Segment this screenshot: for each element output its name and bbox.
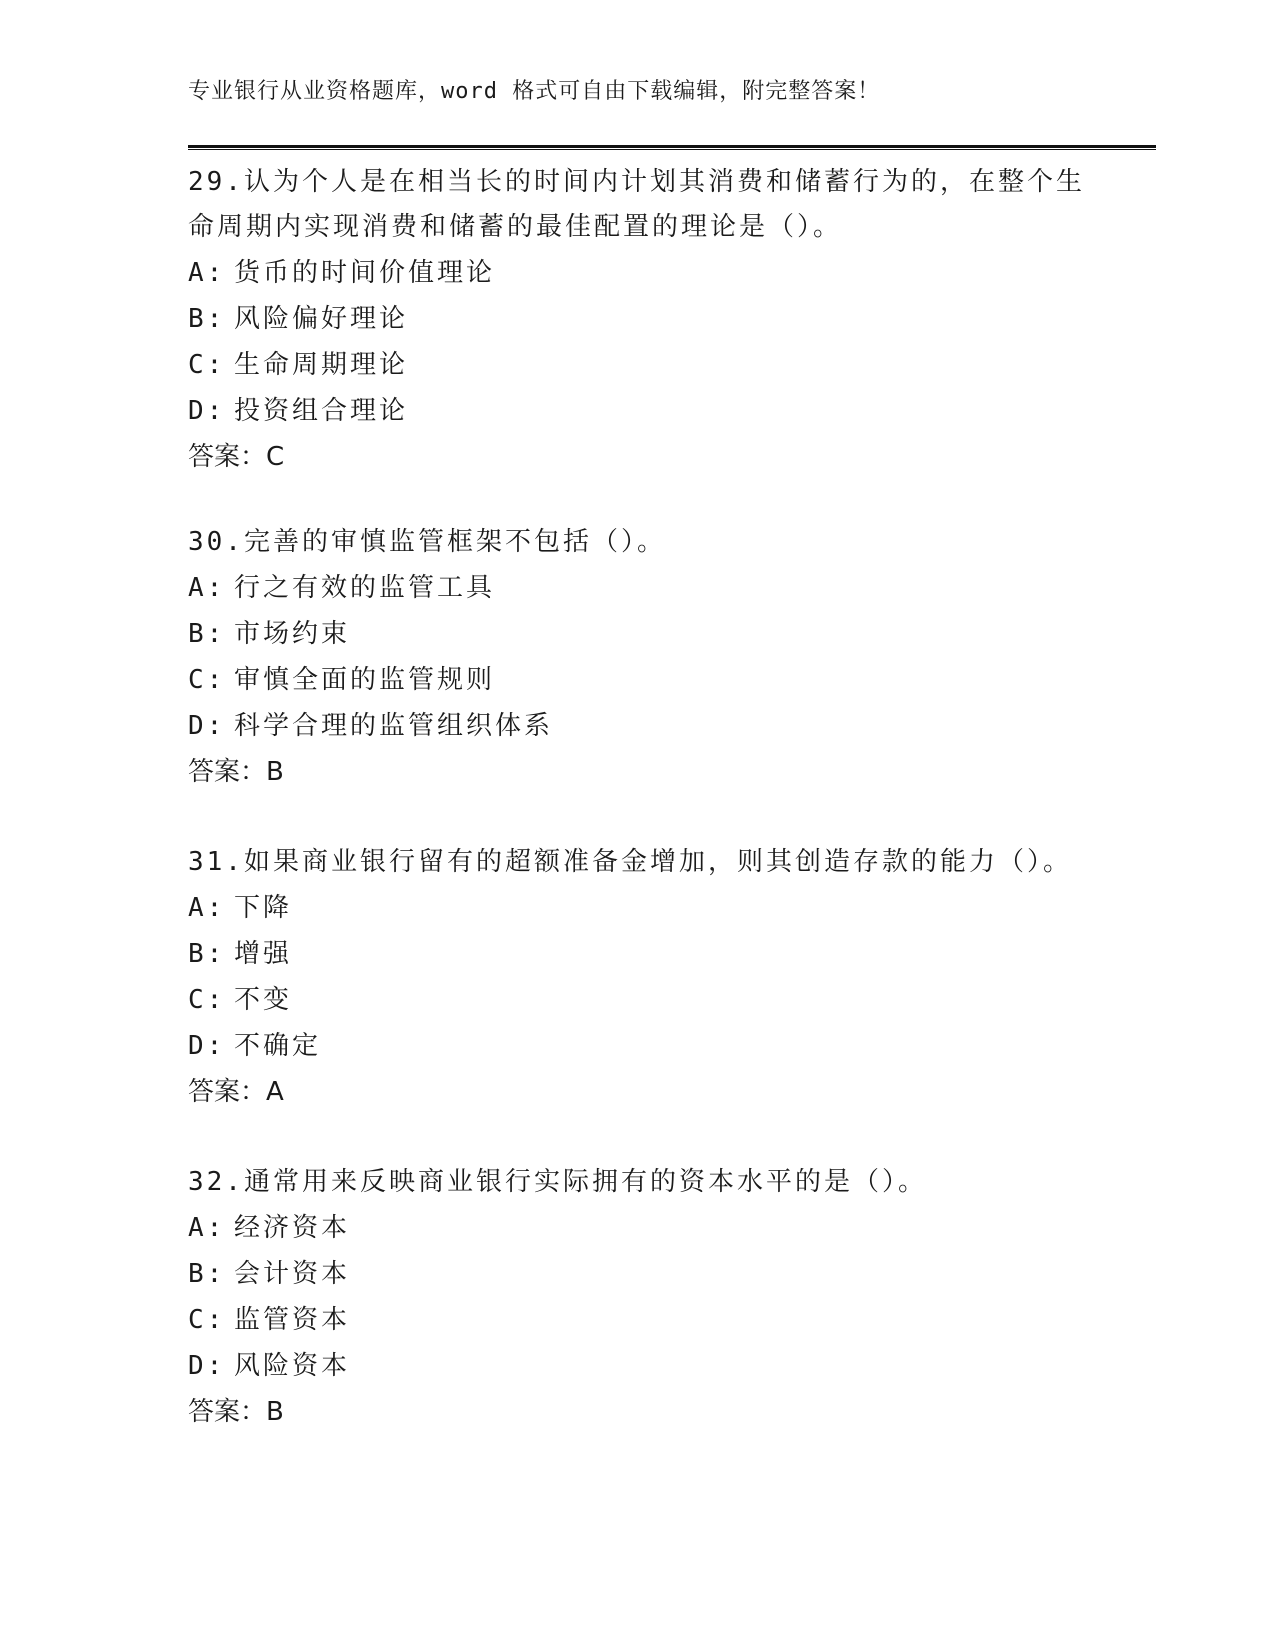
option-b	[188, 296, 1088, 342]
option-key: B:	[188, 304, 226, 334]
option-text: 货币的时间价值理论	[234, 258, 496, 288]
option-text: 监管资本	[234, 1305, 351, 1335]
option-key: B:	[188, 1259, 226, 1289]
option-c	[188, 1297, 1088, 1343]
option-a	[188, 250, 1088, 296]
option-key: C:	[188, 350, 226, 380]
option-c	[188, 657, 1088, 703]
answer-line: 答案：C	[188, 442, 285, 472]
option-text: 风险偏好理论	[234, 304, 409, 334]
option-b	[188, 611, 1088, 657]
option-b	[188, 931, 1088, 977]
option-text: 不变	[234, 985, 293, 1015]
option-key: C:	[188, 985, 226, 1015]
question-stem: 29.认为个人是在相当长的时间内计划其消费和储蓄行为的，在整个生命周期内实现消费和储蓄的最佳配置的理论是（）。	[188, 167, 1085, 242]
option-text: 风险资本	[234, 1351, 351, 1381]
option-key: D:	[188, 1351, 226, 1381]
option-key: D:	[188, 396, 226, 426]
option-a	[188, 885, 1088, 931]
option-key: A:	[188, 258, 226, 288]
option-key: D:	[188, 1031, 226, 1061]
option-key: B:	[188, 939, 226, 969]
answer-line: 答案：B	[188, 1397, 284, 1427]
option-key: D:	[188, 711, 226, 741]
option-text: 投资组合理论	[234, 396, 409, 426]
option-text: 行之有效的监管工具	[234, 573, 496, 603]
option-d	[188, 1343, 1088, 1389]
question-stem: 32.通常用来反映商业银行实际拥有的资本水平的是（）。	[188, 1167, 927, 1197]
option-key: A:	[188, 893, 226, 923]
header-divider	[188, 145, 1156, 150]
question-block	[188, 160, 1088, 480]
option-key: B:	[188, 619, 226, 649]
question-stem: 30.完善的审慎监管框架不包括（）。	[188, 527, 666, 557]
option-text: 增强	[234, 939, 293, 969]
question-block	[188, 840, 1088, 1115]
question-stem: 31.如果商业银行留有的超额准备金增加，则其创造存款的能力（）。	[188, 847, 1072, 877]
option-c	[188, 342, 1088, 388]
option-text: 市场约束	[234, 619, 351, 649]
option-d	[188, 1023, 1088, 1069]
option-text: 审慎全面的监管规则	[234, 665, 496, 695]
option-text: 科学合理的监管组织体系	[234, 711, 554, 741]
answer-line: 答案：A	[188, 1077, 284, 1107]
option-text: 生命周期理论	[234, 350, 409, 380]
option-key: A:	[188, 1213, 226, 1243]
option-text: 经济资本	[234, 1213, 351, 1243]
option-c	[188, 977, 1088, 1023]
option-a	[188, 565, 1088, 611]
option-key: C:	[188, 665, 226, 695]
option-text: 会计资本	[234, 1259, 351, 1289]
option-key: C:	[188, 1305, 226, 1335]
option-text: 下降	[234, 893, 293, 923]
option-d	[188, 703, 1088, 749]
option-b	[188, 1251, 1088, 1297]
page-header: 专业银行从业资格题库，word 格式可自由下载编辑，附完整答案！	[188, 79, 881, 104]
answer-line: 答案：B	[188, 757, 284, 787]
option-d	[188, 388, 1088, 434]
question-block	[188, 1160, 1088, 1435]
option-key: A:	[188, 573, 226, 603]
option-a	[188, 1205, 1088, 1251]
question-block	[188, 520, 1088, 795]
option-text: 不确定	[234, 1031, 322, 1061]
